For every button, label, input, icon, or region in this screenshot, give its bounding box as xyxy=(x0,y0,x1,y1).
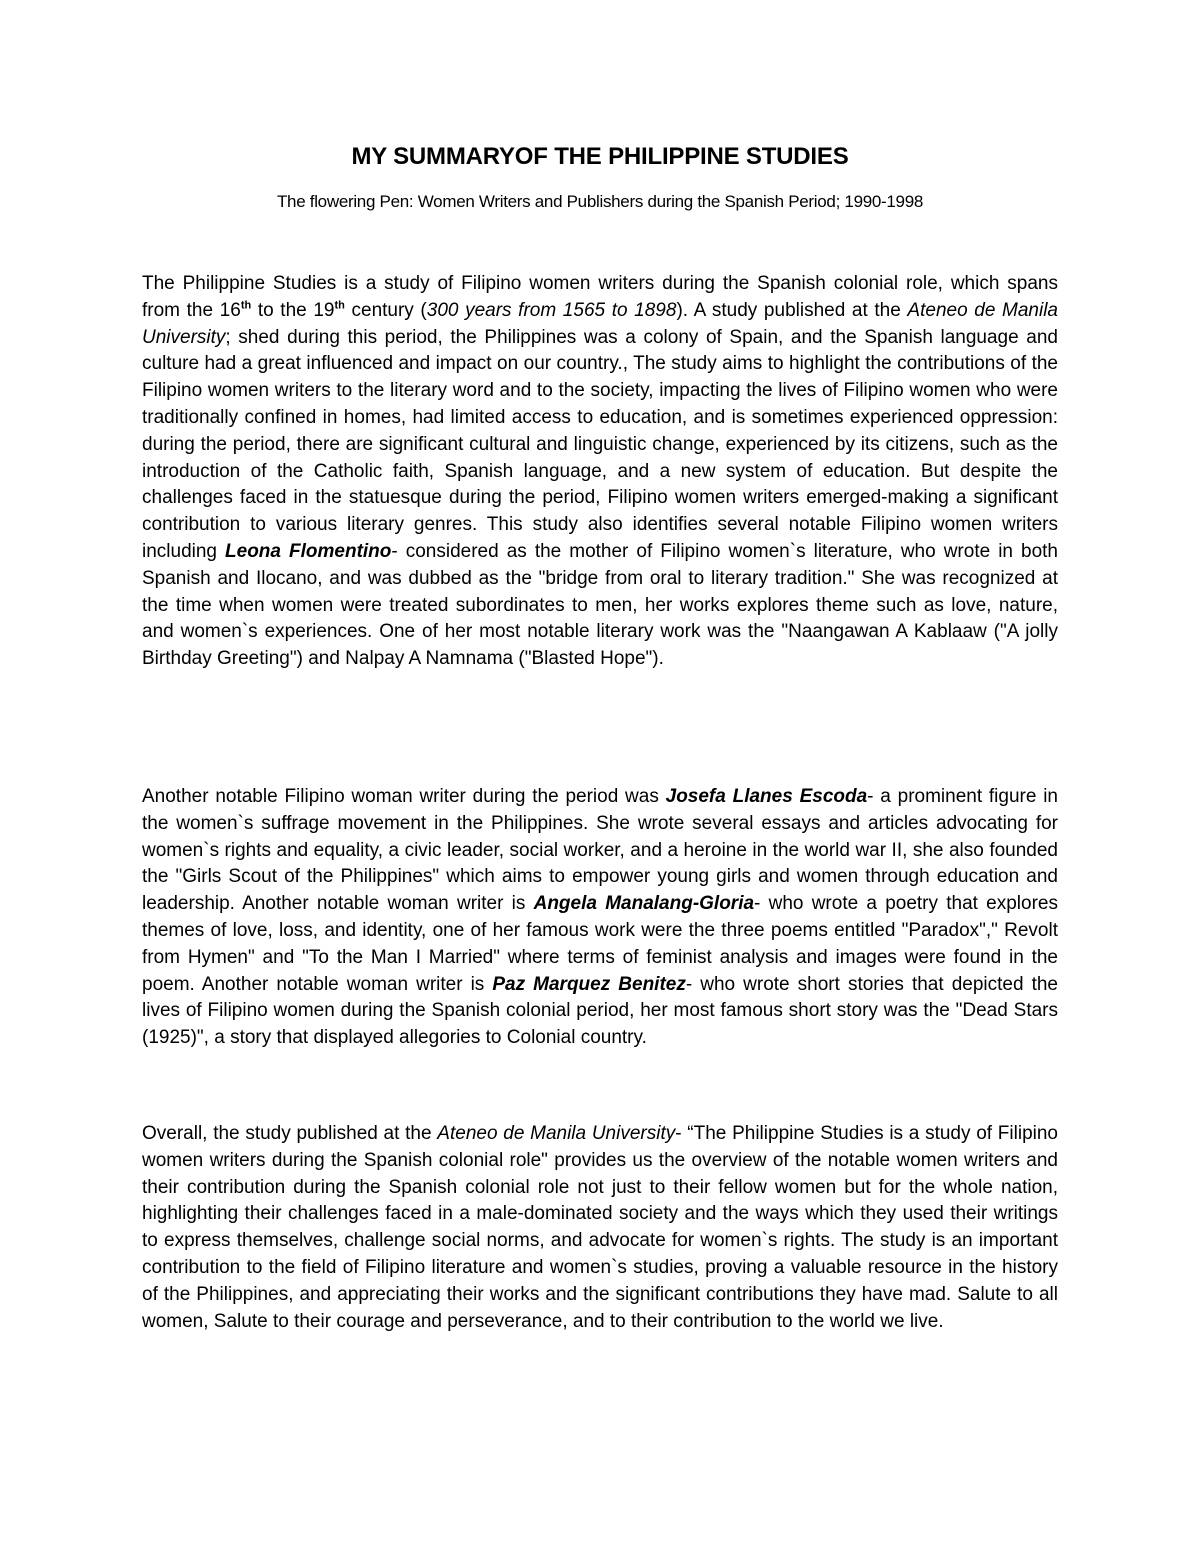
italic-text: Ateneo de Manila University xyxy=(437,1123,676,1144)
text-run: - who wrote short stories that depicted the lives of Filipino women during the Spanish colonial period, her most famous short story was the "Dead Stars (1925)", a story that displayed allegories to Colonial country. xyxy=(142,973,1059,1049)
text-run: ; shed during this period, the Philippines was a colony of Spain, and the Spanish language and culture had a great influenced and impact on our country., The study aims to highlight the contributions of the Filipino women writers to the literary word and to the society, impacting the lives of Filipino women who were traditionally confined in homes, had limited access to education, and is sometimes experienced oppression: during the period, there are significant cultural and linguistic change, experienced by its citizens, such as the introduction of the Catholic faith, Spanish language, and a new system of education. But despite the challenges faced in the statuesque during the period, Filipino women writers emerged-making a significant contribution to various literary genres. This study also identifies several notable Filipino women writers including xyxy=(142,326,1058,562)
text-run: to the 19 xyxy=(251,299,335,321)
text-run: - who wrote a poetry that explores themes of love, loss, and identity, one of her famous work were the three poems entitled "Paradox"," Revolt from Hymen" and "To the Man I Married" where terms of feminist analysis and images were found in the poem. Another notable woman writer is xyxy=(142,893,1058,995)
text-run: - “The Philippine Studies is a study of Filipino women writers during the Spanish colonial role" provides us the overview of the notable women writers and their contribution during the Spanish colonial role not just to their fellow women but for the whole nation, highlighting their challenges faced in a male-dominated society and the ways which they used their writings to express themselves, challenge social norms, and advocate for women`s rights. The study is an important contribution to the field of Filipino literature and women`s studies, proving a valuable resource in the history of the Philippines, and appreciating their works and the significant contributions they have mad. Salute to all women, Salute to their courage and perseverance, and to their contribution to the world we live. xyxy=(142,1123,1058,1332)
paragraph-writers xyxy=(142,784,1058,1052)
paragraph-intro xyxy=(142,271,1058,673)
writer-name: Josefa Llanes Escoda xyxy=(665,786,868,807)
text-run: - a prominent figure in the women`s suffrage movement in the Philippines. She wrote several essays and articles advocating for women`s rights and equality, a civic leader, social worker, and a heroine in the world war II, she also founded the "Girls Scout of the Philippines" which aims to empower young girls and women through education and leadership. Another notable woman writer is xyxy=(142,786,1058,915)
writer-name: Angela Manalang-Gloria xyxy=(533,893,755,915)
text-run: Another notable Filipino woman writer during the period was xyxy=(142,786,666,807)
superscript: th xyxy=(334,299,345,312)
document-title: MY SUMMARYOF THE PHILIPPINE STUDIES xyxy=(351,143,849,170)
text-run: Overall, the study published at the xyxy=(142,1123,438,1144)
superscript: th xyxy=(240,299,252,312)
italic-text: Ateneo de Manila University xyxy=(142,299,1058,348)
text-run: ). A study published at the xyxy=(676,299,908,321)
text-run: - considered as the mother of Filipino women`s literature, who wrote in both Spanish and Ilocano, and was dubbed as the "bridge from oral to literary tradition." She was recognized at the time when women were treated subordinates to men, her works explores theme such as love, nature, and women`s experiences. One of her most notable literary work was the "Naangawan A Kablaaw ("A jolly Birthday Greeting") and Nalpay A Namnama ("Blasted Hope"). xyxy=(142,540,1058,670)
document-subtitle: The flowering Pen: Women Writers and Publishers during the Spanish Period; 1990-1998 xyxy=(276,192,924,211)
paragraph-conclusion xyxy=(142,1121,1058,1335)
text-run: The Philippine Studies is a study of Filipino women writers during the Spanish colonial role, which spans from the 16 xyxy=(142,273,1058,321)
writer-name: Leona Flomentino xyxy=(225,540,392,562)
writer-name: Paz Marquez Benitez xyxy=(492,973,686,995)
text-run: century ( xyxy=(344,299,427,321)
italic-text: 300 years from 1565 to 1898 xyxy=(426,299,677,321)
